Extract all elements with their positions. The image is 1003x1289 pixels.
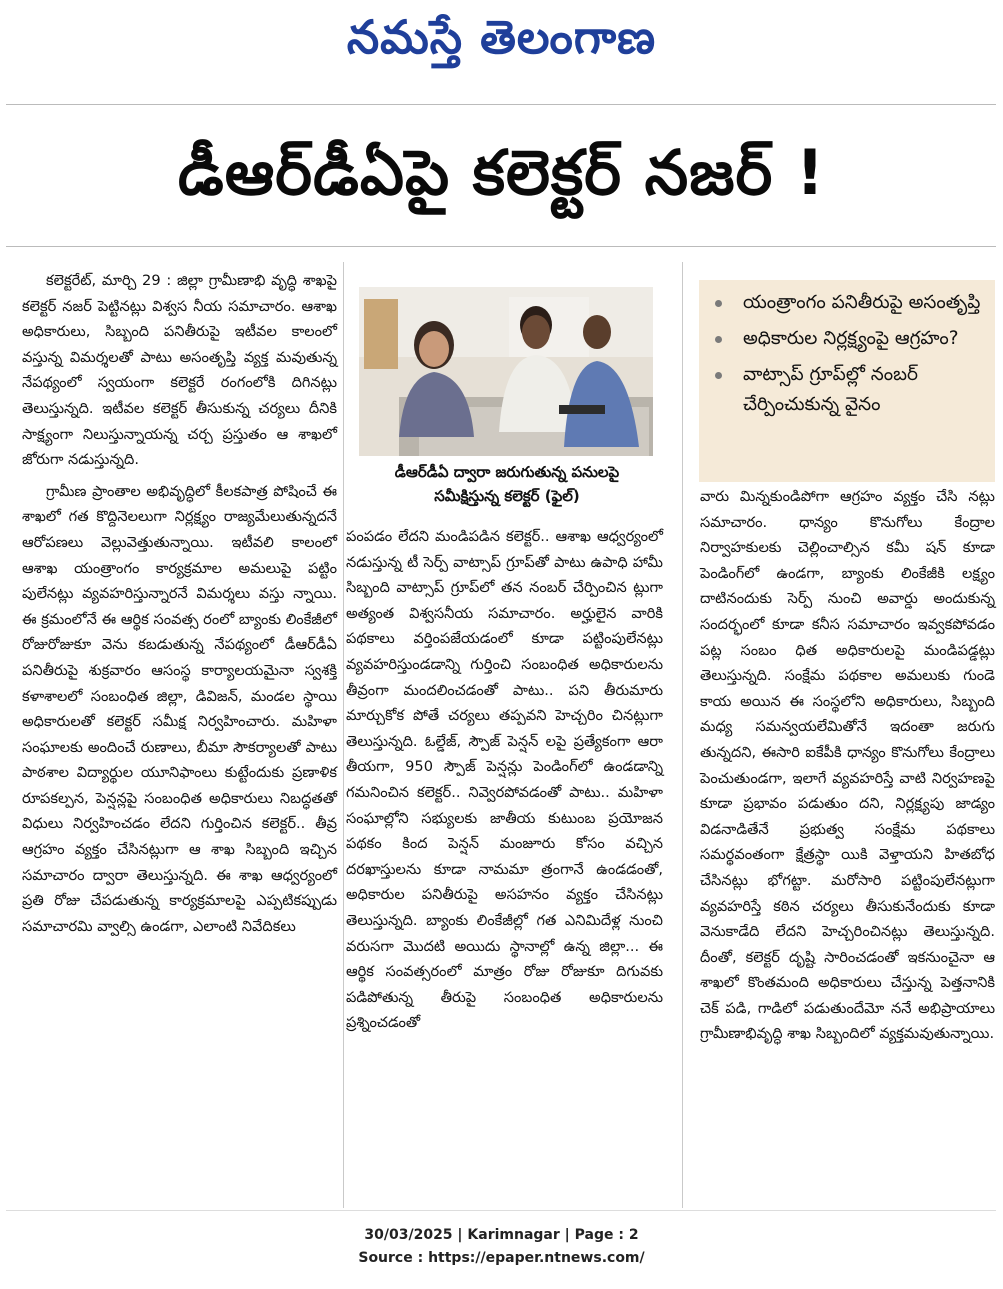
photo-illustration xyxy=(359,287,653,456)
footer-date-edition: 30/03/2025 | Karimnagar | Page : 2 xyxy=(364,1227,639,1243)
bullet-icon xyxy=(715,372,722,379)
article-column-3 xyxy=(700,484,995,1047)
article-column-1 xyxy=(22,268,337,939)
column-divider-2 xyxy=(682,262,683,1208)
article-column-2 xyxy=(346,524,663,1036)
headline xyxy=(0,118,1003,228)
article-photo xyxy=(359,287,653,456)
highlight-item: వాట్సాప్ గ్రూప్‌ల్లో నంబర్ చేర్పించుకున్న వైనం xyxy=(711,360,987,420)
photo-caption xyxy=(350,460,664,508)
highlight-item: అధికారుల నిర్లక్ష్యంపై ఆగ్రహం? xyxy=(711,324,987,354)
footer xyxy=(0,1224,1003,1270)
highlight-item: యంత్రాంగం పనితీరుపై అసంతృప్తి xyxy=(711,288,987,318)
newspaper-logo: నమస్తే తెలంగాణ xyxy=(346,10,657,64)
footer-source-link[interactable]: Source : https://epaper.ntnews.com/ xyxy=(358,1250,645,1266)
bullet-icon xyxy=(715,336,722,343)
headline-divider xyxy=(6,246,996,247)
photo-caption-line: సమీక్షిస్తున్న కలెక్టర్ (ఫైల్) xyxy=(434,487,580,505)
footer-divider xyxy=(6,1210,996,1211)
highlights-box xyxy=(699,280,995,482)
article-paragraph: పంపడం లేదని మండిపడిన కలెక్టర్.. ఆశాఖ ఆధ్వర్యంలో నడుస్తున్న టీ సెర్ప్ వాట్సాప్ గ్రూప్‌తో పాటు ఉపాధి హామీ సిబ్బంది వాట్సాప్ గ్రూప్‌లో తన నంబర్ చేర్పించిన ట్లుగా అత్యంత విశ్వసనీయ సమాచారం. అర్హులైన వారికి పథకాలు వర్తింపజేయడంలో కూడా పట్టింపులేనట్లు వ్యవహరిస్తుండడాన్ని గుర్తించి సంబంధిత అధికారులను తీవ్రంగా మందలించడంతో పాటు.. పని తీరుమారు మార్చుకోక పోతే చర్యలు తప్పవని హెచ్చరిం చినట్లుగా తెలుస్తున్నది. ఓల్డేజ్, స్పౌజ్ పెన్షన్ లపై ప్రత్యేకంగా ఆరా తీయగా, 950 స్పౌజ్ పెన్షన్లు పెండింగ్‌లో ఉండడాన్ని గమనించిన కలెక్టర్.. నివ్వెరపోవడంతో పాటు.. మహిళా సంఘాల్లోని సభ్యులకు జాతీయ కుటుంబ ప్రయోజన పథకం కింద పెన్షన్ మంజూరు కోసం వచ్చిన దరఖాస్తులను కూడా నామమా త్రంగానే ఉండడంతో, అధికారుల పనితీరుపై అసహనం వ్యక్తం చేసినట్లు తెలుస్తున్నది. బ్యాంకు లింకేజీల్లో గత ఎనిమిదేళ్ల నుంచి వరుసగా మొదటి అయిదు స్థానాల్లో ఉన్న జిల్లా... ఈ ఆర్థిక సంవత్సరంలో మాత్రం రోజు రోజుకూ దిగువకు పడిపోతున్న తీరుపై సంబంధిత అధికారులను ప్రశ్నించడంతో xyxy=(346,528,663,1032)
article-paragraph: గ్రామీణ ప్రాంతాల అభివృద్ధిలో కీలకపాత్ర పోషించే ఈ శాఖలో గత కొద్దినెలలుగా నిర్లక్ష్యం రాజ్యమేలుతున్నదనే ఆరోపణలు వెల్లువెత్తుతున్నాయి. ఇటీవలి కాలంలో ఆశాఖ యంత్రాంగం కార్యక్రమాల అమలుపై పట్టిం పులేనట్లు వ్యవహరిస్తున్నారనే విమర్శలు వస్తు న్నాయి. ఈ క్రమంలోనే ఈ ఆర్థిక సంవత్స రంలో బ్యాంకు లింకేజీలో రోజురోజుకూ వెను కబడుతున్న నేపథ్యంలో డీఆర్‌డీఏ పనితీరుపై శుక్రవారం ఆసంస్థ కార్యాలయమైనా స్వశక్తి కళాశాలలో సంబంధిత జిల్లా, డివిజన్, మండల స్థాయి అధికారులతో కలెక్టర్ సమీక్ష నిర్వహించారు. మహిళా సంఘాలకు అందించే రుణాలు, బీమా సౌకర్యాలతో పాటు పాఠశాల విద్యార్థుల యూనిఫాంలు కుట్టేందుకు ప్రణాళిక రూపకల్పన, పెన్షన్లపై సంబంధిత అధికారులు నిబద్ధతతో విధులు నిర్వహించడం లేదని గుర్తించిన కలెక్టర్.. తీవ్ర ఆగ్రహం వ్యక్తం చేసినట్లుగా ఆ శాఖ సిబ్బంది ఇచ్చిన సమాచారం ద్వారా తెలుస్తున్నది. ఈ శాఖ ఆధ్వర్యంలో ప్రతి రోజు చేపడుతున్న కార్యక్రమాలపై ఎప్పటికప్పుడు సమాచారమి వ్వాల్సి ఉండగా, ఎలాంటి నివేదికలు xyxy=(22,482,337,935)
article-paragraph: కలెక్టరేట్, మార్చి 29 : జిల్లా గ్రామీణాభి వృద్ధి శాఖపై కలెక్టర్ నజర్ పెట్టినట్లు విశ్వస నీయ సమాచారం. ఆశాఖ అధికారులు, సిబ్బంది పనితీరుపై ఇటీవల కాలంలో వస్తున్న విమర్శలతో పాటు అసంతృప్తి వ్యక్త మవుతున్న నేపథ్యంలో స్వయంగా కలెక్టరే రంగంలోకి దిగినట్లు తెలుస్తున్నది. ఇటీవల కలెక్టర్ తీసుకున్న చర్యలు దీనికి సాక్ష్యంగా నిలుస్తున్నాయన్న చర్చ ప్రస్తుతం ఆ శాఖలో జోరుగా నడుస్తున్నది. xyxy=(22,272,337,469)
article-paragraph: వారు మిన్నకుండిపోగా ఆగ్రహం వ్యక్తం చేసి నట్లు సమాచారం. ధాన్యం కొనుగోలు కేంద్రాల నిర్వాహకులకు చెల్లించాల్సిన కమీ షన్ కూడా పెండింగ్‌లో ఉండగా, బ్యాంకు లింకేజీకి లక్ష్యం దాటినందుకు సెర్ప్ నుంచి అవార్డు అందుకున్న సందర్భంలో కూడా కనీస సమాచారం ఇవ్వకపోవడం పట్ల సంబం ధిత అధికారులపై మండిపడ్డట్లు తెలుస్తున్నది. సంక్షేమ పథకాల అమలుకు గుండె కాయ అయిన ఈ సంస్థలోని అధికారులు, సిబ్బంది మధ్య సమన్వయలేమితోనే ఇదంతా జరుగు తున్నదని, ఈసారి ఐకేపీకి ధాన్యం కొనుగోలు కేంద్రాలు పెంచుతుండగా, ఇలాగే వ్యవహరిస్తే వాటి నిర్వహణపై కూడా ప్రభావం పడుతుం దని, నిర్లక్ష్యపు జాడ్యం విడనాడితేనే ప్రభుత్వ సంక్షేమ పథకాలు సమర్థవంతంగా క్షేత్రస్థా యికి వెళ్తాయని హితబోధ చేసినట్లు భోగట్టా. మరోసారి పట్టింపులేనట్లుగా వ్యవహరిస్తే కఠిన చర్యలు తీసుకునేందుకు కూడా వెనుకాడేది లేదని హెచ్చరించినట్లు తెలుస్తున్నది. దీంతో, కలెక్టర్ దృష్టి సారించడంతో ఇకనుంచైనా ఆ శాఖలో కొంతమంది అధికారులు చేస్తున్న పెత్తనానికి చెక్ పడి, గాడిలో పడుతుందేమో ననే అభిప్రాయాలు గ్రామీణాభివృద్ధి శాఖ సిబ్బందిలో వ్యక్తమవుతున్నాయి. xyxy=(700,488,995,1043)
photo-caption-line: డీఆర్‌డీఏ ద్వారా జరుగుతున్న పనులపై xyxy=(394,463,620,481)
highlights-list xyxy=(699,280,995,420)
bullet-icon xyxy=(715,300,722,307)
top-divider xyxy=(6,104,996,105)
column-divider-1 xyxy=(343,262,344,1208)
headline-text: డీఆర్‌డీఏపై కలెక్టర్ నజర్ ! xyxy=(177,136,826,209)
masthead xyxy=(0,0,1003,78)
